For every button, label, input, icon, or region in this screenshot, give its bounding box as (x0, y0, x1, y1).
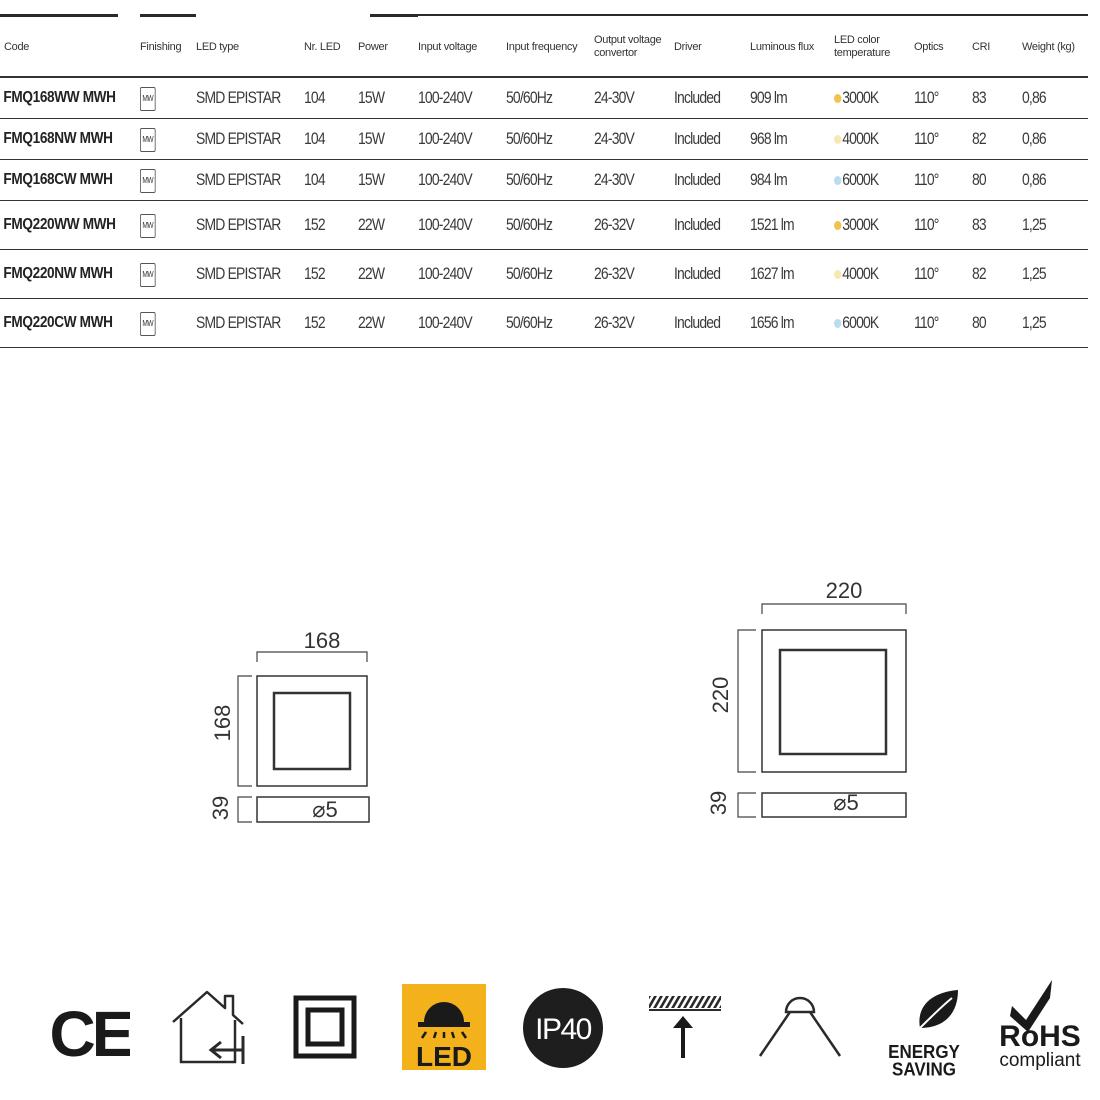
table-row (0, 201, 1088, 250)
cell-led-type: SMD EPISTAR (196, 215, 281, 234)
header-cri: CRI (972, 40, 991, 53)
cell-output-voltage: 24-30V (594, 88, 635, 107)
cell-finishing (140, 213, 186, 238)
cell-nr-led: 152 (304, 215, 325, 234)
color-temp-value: 6000K (842, 313, 879, 332)
header-output-voltage (594, 34, 674, 60)
header-output-voltage-line2: convertor (594, 47, 638, 59)
cell-power: 15W (358, 88, 385, 107)
cell-output-voltage: 26-32V (594, 215, 635, 234)
cell-code: FMQ168NW MWH (3, 130, 113, 147)
cell-luminous-flux: 1521 lm (750, 215, 794, 234)
color-temp-dot-icon (834, 135, 841, 144)
cell-input-frequency: 50/60Hz (506, 170, 553, 189)
cell-input-frequency: 50/60Hz (506, 88, 553, 107)
cell-input-voltage: 100-240V (418, 313, 472, 332)
cell-input-voltage: 100-240V (418, 88, 472, 107)
cell-led-type: SMD EPISTAR (196, 264, 281, 283)
cell-led-type: SMD EPISTAR (196, 313, 281, 332)
small-height-label: 168 (210, 704, 235, 742)
cell-input-frequency: 50/60Hz (506, 313, 553, 332)
cell-optics: 110° (914, 313, 939, 332)
table-row (0, 299, 1088, 348)
cell-color-temp (834, 215, 900, 235)
header-driver: Driver (674, 40, 702, 53)
large-height-dim (738, 630, 756, 772)
color-temp-value: 4000K (842, 129, 879, 148)
cell-code: FMQ220CW MWH (3, 314, 113, 331)
color-temp-dot-icon (834, 270, 841, 279)
rohs-compliant-icon (990, 970, 1100, 1080)
color-temp-value: 6000K (842, 170, 879, 189)
finishing-swatch: MW (140, 128, 156, 152)
large-hole-label: ⌀5 (833, 790, 859, 815)
cell-led-type: SMD EPISTAR (196, 129, 281, 148)
cell-luminous-flux: 1627 lm (750, 264, 794, 283)
cell-driver: Included (674, 215, 721, 234)
cell-luminous-flux: 909 lm (750, 88, 787, 107)
cell-optics: 110° (914, 264, 939, 283)
header-luminous-flux: Luminous flux (750, 40, 814, 53)
header-input-voltage: Input voltage (418, 40, 478, 53)
cell-input-voltage: 100-240V (418, 170, 472, 189)
header-optics: Optics (914, 40, 944, 53)
header-input-frequency: Input frequency (506, 40, 578, 53)
cell-finishing (140, 168, 186, 193)
color-temp-dot-icon (834, 176, 841, 185)
drawing-large-svg (700, 570, 920, 830)
cell-led-type: SMD EPISTAR (196, 88, 281, 107)
cell-weight: 1,25 (1022, 215, 1046, 234)
ceiling-mount-icon (645, 970, 725, 1080)
certification-icons (40, 970, 1100, 1080)
large-width-dim (762, 604, 906, 614)
cell-led-type: SMD EPISTAR (196, 170, 281, 189)
small-depth-dim (238, 797, 252, 822)
header-weight: Weight (kg) (1022, 40, 1075, 53)
led-badge-text: LED (416, 1041, 472, 1072)
spec-table (0, 14, 1088, 348)
cell-weight: 1,25 (1022, 264, 1046, 283)
cell-output-voltage: 26-32V (594, 264, 635, 283)
small-width-dim (257, 652, 367, 662)
cell-output-voltage: 24-30V (594, 129, 635, 148)
drawing-small-svg (200, 620, 390, 835)
cell-nr-led: 104 (304, 88, 325, 107)
ip40-badge-icon (520, 970, 610, 1080)
ce-text: CE (50, 998, 130, 1070)
color-temp-dot-icon (834, 319, 841, 328)
rohs-compliant-text: compliant (999, 1050, 1081, 1071)
beam-angle-icon (750, 970, 850, 1080)
energy-saving-icon (880, 970, 970, 1080)
cell-luminous-flux: 968 lm (750, 129, 787, 148)
cell-optics: 110° (914, 129, 939, 148)
table-body (0, 78, 1088, 348)
cell-nr-led: 152 (304, 264, 325, 283)
finishing-swatch: MW (140, 214, 156, 238)
ce-mark-icon (50, 970, 130, 1080)
cell-color-temp (834, 313, 900, 333)
large-outer-frame (762, 630, 906, 772)
color-temp-value: 4000K (842, 264, 879, 283)
cell-color-temp (834, 170, 900, 190)
cell-power: 22W (358, 215, 385, 234)
header-nr-led: Nr. LED (304, 40, 341, 53)
cell-power: 15W (358, 129, 385, 148)
cell-cri: 80 (972, 313, 986, 332)
cell-weight: 0,86 (1022, 88, 1046, 107)
header-led-color (834, 34, 914, 60)
table-row (0, 119, 1088, 160)
finishing-swatch: MW (140, 263, 156, 287)
header-output-voltage-line1: Output voltage (594, 34, 662, 46)
cell-color-temp (834, 264, 900, 284)
finishing-swatch: MW (140, 87, 156, 111)
cell-luminous-flux: 984 lm (750, 170, 787, 189)
cell-finishing (140, 127, 186, 152)
cell-cri: 80 (972, 170, 986, 189)
cell-input-frequency: 50/60Hz (506, 129, 553, 148)
cell-power: 22W (358, 264, 385, 283)
cell-driver: Included (674, 170, 721, 189)
finishing-swatch: MW (140, 312, 156, 336)
color-temp-dot-icon (834, 94, 841, 103)
cell-code: FMQ220NW MWH (3, 265, 113, 282)
header-power: Power (358, 40, 388, 53)
cell-code: FMQ220WW MWH (3, 216, 116, 233)
cell-driver: Included (674, 264, 721, 283)
cell-driver: Included (674, 313, 721, 332)
cell-nr-led: 104 (304, 129, 325, 148)
cell-finishing (140, 311, 186, 336)
table-row (0, 250, 1088, 299)
cell-cri: 83 (972, 88, 986, 107)
ip40-text: IP40 (535, 1013, 591, 1046)
cell-power: 15W (358, 170, 385, 189)
cell-driver: Included (674, 129, 721, 148)
drawing-large (700, 570, 920, 830)
color-temp-dot-icon (834, 221, 841, 230)
header-led-color-line1: LED color (834, 34, 880, 46)
cell-cri: 82 (972, 264, 986, 283)
cell-weight: 1,25 (1022, 313, 1046, 332)
double-insulation-icon (290, 970, 360, 1080)
color-temp-value: 3000K (842, 88, 879, 107)
cell-input-frequency: 50/60Hz (506, 264, 553, 283)
cell-input-voltage: 100-240V (418, 215, 472, 234)
cell-optics: 110° (914, 88, 939, 107)
large-width-label: 220 (825, 578, 863, 603)
small-height-dim (238, 676, 252, 786)
cell-color-temp (834, 88, 900, 108)
header-code: Code (4, 40, 30, 53)
cell-optics: 110° (914, 170, 939, 189)
drawing-small (200, 620, 390, 835)
header-finishing: Finishing (140, 40, 182, 53)
finishing-swatch: MW (140, 169, 156, 193)
indoor-use-icon (165, 970, 255, 1080)
cell-color-temp (834, 129, 900, 149)
cell-finishing (140, 262, 186, 287)
small-width-label: 168 (303, 628, 341, 653)
cell-code: FMQ168WW MWH (3, 89, 116, 106)
energy-line1: ENERGY (888, 1041, 960, 1063)
small-hole-label: ⌀5 (312, 797, 338, 822)
large-depth-label: 39 (706, 790, 731, 816)
color-temp-value: 3000K (842, 215, 879, 234)
cell-optics: 110° (914, 215, 939, 234)
cell-output-voltage: 26-32V (594, 313, 635, 332)
cell-input-frequency: 50/60Hz (506, 215, 553, 234)
cell-cri: 82 (972, 129, 986, 148)
cell-code: FMQ168CW MWH (3, 171, 113, 188)
cell-power: 22W (358, 313, 385, 332)
cell-input-voltage: 100-240V (418, 129, 472, 148)
header-led-color-line2: temperature (834, 47, 891, 59)
small-depth-label: 39 (208, 795, 233, 821)
header-led-type: LED type (196, 40, 239, 53)
cell-cri: 83 (972, 215, 986, 234)
large-height-label: 220 (708, 676, 733, 714)
small-inner-panel (274, 693, 350, 769)
energy-line2: SAVING (892, 1058, 956, 1080)
cell-nr-led: 104 (304, 170, 325, 189)
cell-luminous-flux: 1656 lm (750, 313, 794, 332)
cell-weight: 0,86 (1022, 129, 1046, 148)
cell-input-voltage: 100-240V (418, 264, 472, 283)
cell-weight: 0,86 (1022, 170, 1046, 189)
cell-finishing (140, 86, 186, 111)
table-row (0, 160, 1088, 201)
large-depth-dim (738, 793, 756, 817)
cell-output-voltage: 24-30V (594, 170, 635, 189)
table-row (0, 78, 1088, 119)
large-inner-panel (780, 650, 886, 754)
cell-nr-led: 152 (304, 313, 325, 332)
led-badge-icon (400, 970, 490, 1080)
table-top-rule (0, 14, 1088, 18)
cell-driver: Included (674, 88, 721, 107)
rohs-text: RoHS (999, 1020, 1081, 1053)
table-header-row (0, 18, 1088, 78)
